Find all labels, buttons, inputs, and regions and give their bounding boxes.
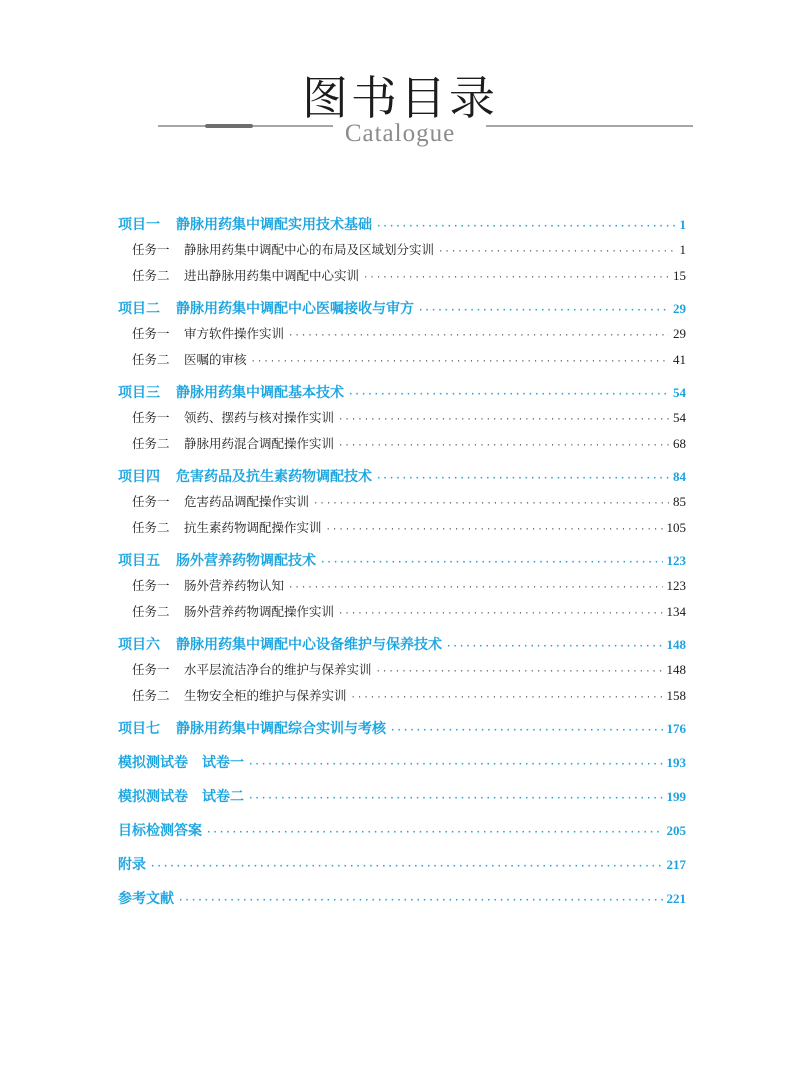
dot-leader <box>351 693 663 703</box>
toc-entry-label <box>118 820 202 840</box>
toc-page-number: 134 <box>666 604 686 619</box>
toc-entry-title: 模拟测试卷 试卷一 <box>118 755 244 771</box>
toc-entry-number: 项目三 <box>118 385 160 401</box>
dot-leader <box>376 222 676 232</box>
toc-entry-label <box>132 266 359 284</box>
toc-entry-label <box>118 786 244 806</box>
page-subtitle: Catalogue <box>344 120 456 147</box>
toc-task-entry[interactable] <box>118 266 686 292</box>
toc-entry-label <box>132 660 372 678</box>
toc-page-number: 123 <box>666 578 686 593</box>
toc-entry-number: 任务二 <box>132 520 170 535</box>
toc-page-number: 221 <box>666 891 686 906</box>
dot-leader <box>206 828 663 838</box>
dot-leader <box>288 331 669 341</box>
toc-page-number: 41 <box>673 352 686 367</box>
toc-page-number: 85 <box>673 494 686 509</box>
dot-leader <box>390 726 663 736</box>
toc-task-entry[interactable] <box>118 602 686 628</box>
toc-entry-number: 任务二 <box>132 268 170 283</box>
toc-entry-label <box>118 382 344 402</box>
toc-entry-number: 项目五 <box>118 553 160 569</box>
dot-leader <box>248 760 663 770</box>
toc-entry-title: 静脉用药集中调配中心设备维护与保养技术 <box>176 637 442 653</box>
toc-page-number: 205 <box>666 823 686 838</box>
toc-project-entry[interactable] <box>118 786 686 812</box>
toc-entry-label <box>132 434 334 452</box>
toc-entry-number: 任务一 <box>132 242 170 257</box>
toc-project-entry[interactable] <box>118 718 686 744</box>
toc-task-entry[interactable] <box>118 492 686 518</box>
toc-entry-title: 危害药品及抗生素药物调配技术 <box>176 469 372 485</box>
toc-entry-title: 审方软件操作实训 <box>184 326 285 341</box>
dot-leader <box>313 499 669 509</box>
toc-page-number: 158 <box>666 688 686 703</box>
page-title: 图书目录 <box>302 71 498 125</box>
toc-entry-title: 附录 <box>118 857 146 873</box>
toc-project-entry[interactable] <box>118 466 686 492</box>
toc-entry-title: 生物安全柜的维护与保养实训 <box>184 688 347 703</box>
dot-leader <box>338 441 669 451</box>
toc-entry-label <box>132 602 334 620</box>
toc-entry-label <box>132 686 347 704</box>
toc-entry-label <box>132 576 284 594</box>
toc-task-entry[interactable] <box>118 408 686 434</box>
toc-page-number: 29 <box>673 326 686 341</box>
toc-entry-title: 静脉用药集中调配中心医嘱接收与审方 <box>176 301 414 317</box>
dot-leader <box>248 794 663 804</box>
dot-leader <box>320 558 663 568</box>
toc-entry-title: 静脉用药集中调配综合实训与考核 <box>176 721 386 737</box>
toc-entry-label <box>118 214 372 234</box>
toc-entry-label <box>118 718 386 738</box>
toc-task-entry[interactable] <box>118 324 686 350</box>
toc-entry-label <box>132 492 309 510</box>
toc-entry-title: 目标检测答案 <box>118 823 202 839</box>
toc-entry-number: 任务二 <box>132 436 170 451</box>
toc-entry-title: 参考文献 <box>118 891 174 907</box>
toc-entry-title: 水平层流洁净台的维护与保养实训 <box>184 662 372 677</box>
toc-project-entry[interactable] <box>118 634 686 660</box>
toc-entry-title: 肠外营养药物调配技术 <box>176 553 316 569</box>
toc-task-entry[interactable] <box>118 576 686 602</box>
toc-page-number: 1 <box>679 217 686 232</box>
toc-task-entry[interactable] <box>118 240 686 266</box>
toc-entry-label <box>118 888 174 908</box>
toc-task-entry[interactable] <box>118 686 686 712</box>
dot-leader <box>446 642 663 652</box>
toc-project-entry[interactable] <box>118 550 686 576</box>
toc-entry-title: 肠外营养药物认知 <box>184 578 285 593</box>
toc-entry-label <box>118 752 244 772</box>
toc-entry-number: 项目六 <box>118 637 160 653</box>
toc-entry-label <box>118 466 372 486</box>
toc-entry-label <box>132 240 434 258</box>
toc-entry-number: 项目二 <box>118 301 160 317</box>
toc-entry-title: 模拟测试卷 试卷二 <box>118 789 244 805</box>
dot-leader <box>363 273 669 283</box>
toc-entry-title: 进出静脉用药集中调配中心实训 <box>184 268 360 283</box>
toc-entry-number: 任务一 <box>132 326 170 341</box>
toc-page-number: 1 <box>679 242 686 257</box>
toc-entry-number: 任务一 <box>132 662 170 677</box>
toc-page-number: 193 <box>666 755 686 770</box>
toc-entry-number: 任务一 <box>132 410 170 425</box>
toc-entry-title: 静脉用药混合调配操作实训 <box>184 436 335 451</box>
toc-task-entry[interactable] <box>118 660 686 686</box>
toc-entry-title: 危害药品调配操作实训 <box>184 494 310 509</box>
toc-entry-number: 项目七 <box>118 721 160 737</box>
toc-page-number: 54 <box>673 385 686 400</box>
toc-project-entry[interactable] <box>118 820 686 846</box>
header <box>0 0 800 160</box>
toc-entry-label <box>132 350 247 368</box>
toc-entry-number: 任务一 <box>132 578 170 593</box>
dot-leader <box>338 609 662 619</box>
toc-entry-number: 任务二 <box>132 688 170 703</box>
toc-page-number: 84 <box>673 469 686 484</box>
toc-entry-title: 静脉用药集中调配基本技术 <box>176 385 344 401</box>
toc-entry-number: 项目一 <box>118 217 160 233</box>
toc-project-entry[interactable] <box>118 752 686 778</box>
dot-leader <box>251 357 669 367</box>
dot-leader <box>438 247 675 257</box>
toc-task-entry[interactable] <box>118 434 686 460</box>
toc-entry-title: 静脉用药集中调配中心的布局及区域划分实训 <box>184 242 435 257</box>
dot-leader <box>338 415 669 425</box>
toc-entry-label <box>118 854 146 874</box>
dot-leader <box>418 306 669 316</box>
table-of-contents <box>118 214 686 914</box>
dot-leader <box>288 583 662 593</box>
toc-entry-label <box>132 408 334 426</box>
toc-project-entry[interactable] <box>118 888 686 914</box>
toc-entry-title: 领药、摆药与核对操作实训 <box>184 410 335 425</box>
toc-page-number: 54 <box>673 410 686 425</box>
toc-page-number: 15 <box>673 268 686 283</box>
toc-page-number: 105 <box>666 520 686 535</box>
toc-task-entry[interactable] <box>118 518 686 544</box>
toc-entry-label <box>118 298 414 318</box>
toc-page-number: 148 <box>666 662 686 677</box>
toc-project-entry[interactable] <box>118 854 686 880</box>
toc-entry-title: 静脉用药集中调配实用技术基础 <box>176 217 372 233</box>
toc-entry-label <box>132 518 322 536</box>
dot-leader <box>150 862 663 872</box>
toc-entry-number: 任务二 <box>132 352 170 367</box>
toc-page-number: 148 <box>666 637 686 652</box>
toc-entry-label <box>118 550 316 570</box>
toc-page-number: 68 <box>673 436 686 451</box>
toc-entry-title: 医嘱的审核 <box>184 352 247 367</box>
toc-entry-number: 任务一 <box>132 494 170 509</box>
toc-page-number: 217 <box>666 857 686 872</box>
toc-project-entry[interactable] <box>118 298 686 324</box>
toc-page-number: 199 <box>666 789 686 804</box>
toc-task-entry[interactable] <box>118 350 686 376</box>
dot-leader <box>376 474 669 484</box>
dot-leader <box>178 896 663 906</box>
toc-entry-number: 项目四 <box>118 469 160 485</box>
toc-entry-title: 肠外营养药物调配操作实训 <box>184 604 335 619</box>
dot-leader <box>348 390 669 400</box>
toc-entry-label <box>118 634 442 654</box>
dot-leader <box>376 667 663 677</box>
toc-page-number: 123 <box>666 553 686 568</box>
toc-project-entry[interactable] <box>118 382 686 408</box>
dot-leader <box>326 525 663 535</box>
toc-entry-title: 抗生素药物调配操作实训 <box>184 520 322 535</box>
toc-page-number: 176 <box>666 721 686 736</box>
toc-page-number: 29 <box>673 301 686 316</box>
toc-entry-number: 任务二 <box>132 604 170 619</box>
toc-entry-label <box>132 324 284 342</box>
toc-project-entry[interactable] <box>118 214 686 240</box>
